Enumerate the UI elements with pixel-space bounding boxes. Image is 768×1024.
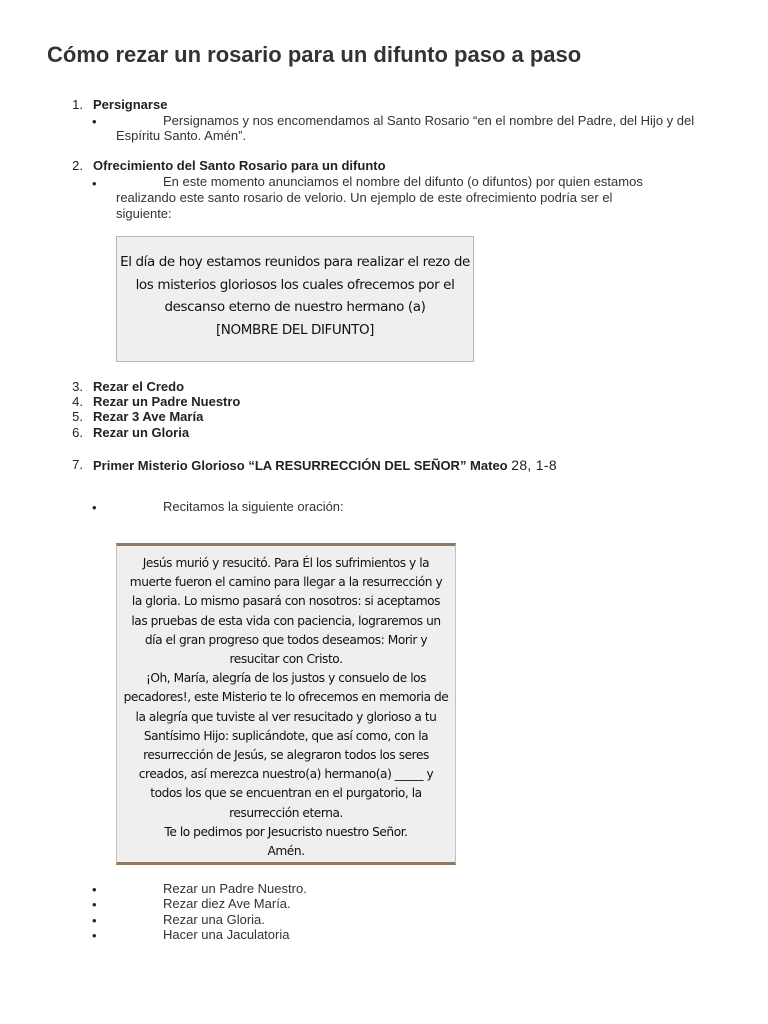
- step-label: Rezar un Gloria: [93, 425, 190, 440]
- prayer-line: la alegría que tuviste al ver resucitado y glorioso a tu: [135, 709, 437, 724]
- prayer-line: creados, así merezca nuestro(a) hermano(a) _____ y: [138, 767, 434, 782]
- step-label: Rezar el Credo: [93, 379, 185, 394]
- step-label: Persignarse: [93, 97, 168, 112]
- offering-text-box: [116, 236, 474, 362]
- step-bullet-text-cont: siguiente:: [116, 206, 172, 221]
- step-number: 3.: [72, 379, 83, 394]
- list-item: Rezar diez Ave María.: [163, 896, 291, 911]
- page-title: Cómo rezar un rosario para un difunto paso a paso: [47, 42, 582, 67]
- bullet-icon: •: [92, 500, 97, 515]
- bullet-icon: •: [92, 176, 97, 191]
- prayer-line: muerte fueron el camino para llegar a la resurrección y: [129, 575, 443, 590]
- list-item: Rezar una Gloria.: [163, 912, 265, 927]
- list-item: Rezar un Padre Nuestro.: [163, 881, 307, 896]
- prayer-text-box: [116, 543, 456, 865]
- offering-line: [NOMBRE DEL DIFUNTO]: [215, 321, 375, 338]
- offering-line: descanso eterno de nuestro hermano (a): [164, 299, 426, 315]
- step-number: 4.: [72, 394, 83, 409]
- step-label: Rezar un Padre Nuestro: [93, 394, 241, 409]
- prayer-line: Te lo pedimos por Jesucristo nuestro Señor.: [164, 824, 408, 839]
- offering-line: El día de hoy estamos reunidos para realizar el rezo de: [120, 254, 470, 270]
- step-label: Primer Misterio Glorioso “LA RESURRECCIÓN DEL SEÑOR” Mateo 28, 1-8: [93, 457, 557, 473]
- bullet-icon: •: [92, 913, 97, 928]
- step-number: 7.: [72, 457, 83, 472]
- offering-line: los misterios gloriosos los cuales ofrecemos por el: [135, 276, 455, 293]
- step-bullet-text: Persignamos y nos encomendamos al Santo Rosario “en el nombre del Padre, del Hijo y del: [163, 113, 695, 128]
- prayer-line: todos los que se encuentran en el purgatorio, la: [150, 786, 422, 801]
- step-label: Rezar 3 Ave María: [93, 409, 204, 424]
- step-number: 5.: [72, 409, 83, 424]
- prayer-line: la gloria. Lo mismo pasará con nosotros: si aceptamos: [131, 594, 441, 609]
- step-bullet-text-cont: realizando este santo rosario de velorio. Un ejemplo de este ofrecimiento podría ser el: [116, 190, 613, 205]
- bullet-icon: •: [92, 114, 97, 129]
- list-item: Hacer una Jaculatoria: [163, 927, 290, 942]
- step-number: 6.: [72, 425, 83, 440]
- prayer-line: Amén.: [267, 844, 305, 859]
- prayer-line: Jesús murió y resucitó. Para Él los sufrimientos y la: [142, 556, 430, 570]
- prayer-line: resurrección de Jesús, se alegraron todos los seres: [143, 748, 429, 763]
- step-label: Ofrecimiento del Santo Rosario para un difunto: [93, 158, 386, 173]
- prayer-line: pecadores!, este Misterio te lo ofrecemos en memoria de: [123, 690, 449, 705]
- prayer-line: resurrección eterna.: [229, 805, 343, 820]
- prayer-line: ¡Oh, María, alegría de los justos y consuelo de los: [145, 671, 427, 686]
- bullet-icon: •: [92, 882, 97, 897]
- step-number: 2.: [72, 158, 83, 173]
- prayer-line: resucitar con Cristo.: [229, 652, 343, 667]
- prayer-line: día el gran progreso que todos deseamos: Morir y: [144, 632, 428, 647]
- step-bullet-text: En este momento anunciamos el nombre del difunto (o difuntos) por quien estamos: [163, 174, 643, 189]
- bullet-icon: •: [92, 928, 97, 943]
- step-bullet-text: Recitamos la siguiente oración:: [163, 499, 344, 514]
- prayer-line: las pruebas de esta vida con paciencia, lograremos un: [131, 613, 441, 628]
- bullet-icon: •: [92, 897, 97, 912]
- step-bullet-text-cont: Espíritu Santo. Amén”.: [116, 128, 247, 143]
- prayer-line: Santísimo Hijo: suplicándote, que así como, con la: [143, 728, 429, 743]
- step-number: 1.: [72, 97, 83, 112]
